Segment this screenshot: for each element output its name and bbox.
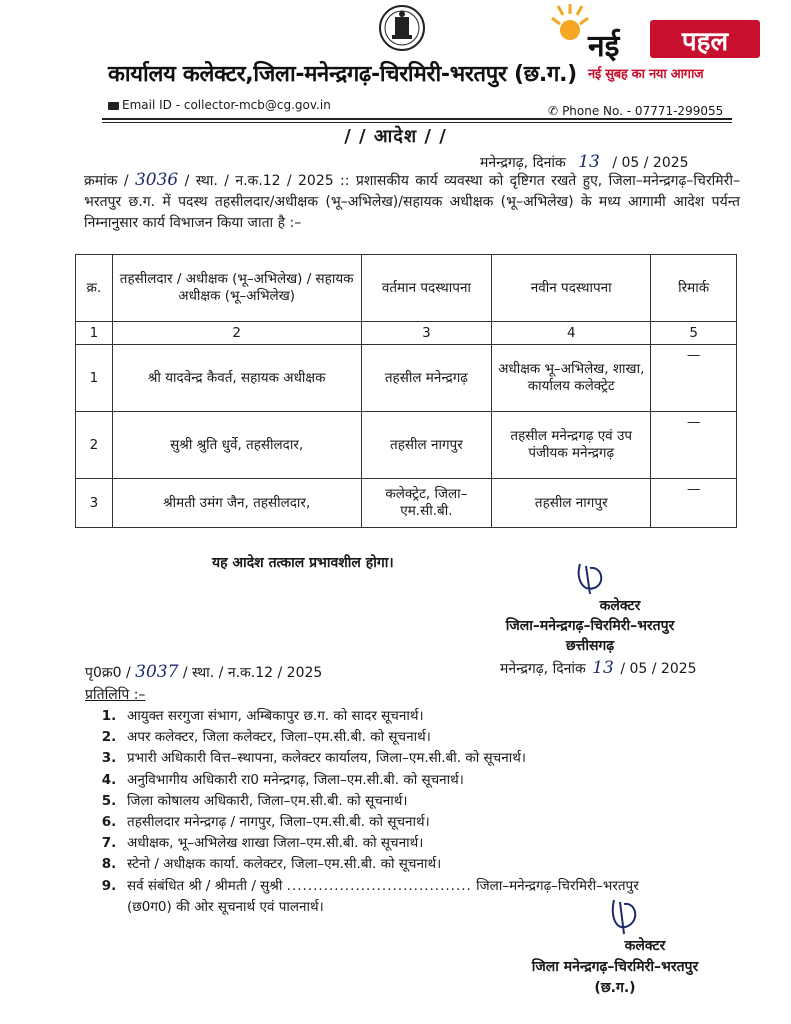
list-item: 7. अधीक्षक, भू–अभिलेख शाखा जिला–एम.सी.बी. को सूचनार्थ। bbox=[121, 833, 761, 854]
order-date-day: 13 bbox=[578, 152, 600, 172]
phone-icon: ✆ bbox=[548, 104, 559, 118]
table-row bbox=[76, 412, 737, 479]
signature-mark-1 bbox=[572, 558, 612, 598]
table-cell: श्रीमती उमंग जैन, तहसीलदार, bbox=[112, 479, 361, 528]
mail-icon bbox=[108, 102, 119, 110]
header-rule-thin bbox=[102, 122, 732, 123]
phone-line bbox=[548, 104, 723, 118]
order-title: / / आदेश / / bbox=[344, 126, 447, 147]
table-cell: सुश्री श्रुति धुर्वे, तहसीलदार, bbox=[112, 412, 361, 479]
order-body bbox=[84, 170, 740, 234]
state-emblem-icon bbox=[378, 4, 426, 52]
list-item: 3. प्रभारी अधिकारी वित्त–स्थापना, कलेक्टर कार्यालय, जिला–एम.सी.बी. को सूचनार्थ। bbox=[121, 748, 761, 769]
signature-mark-2 bbox=[606, 894, 646, 938]
table-cell: 1 bbox=[76, 345, 113, 412]
copy-item9-suffix: (छ0ग0) की ओर सूचनार्थ एवं पालनार्थ। bbox=[127, 898, 324, 915]
list-item: 4. अनुविभागीय अधिकारी रा0 मनेन्द्रगढ़, जिला–एम.सी.बी. को सूचनार्थ। bbox=[121, 770, 761, 791]
table-cell: श्री यादवेन्द्र कैवर्त, सहायक अधीक्षक bbox=[112, 345, 361, 412]
table-header-cell: क्र. bbox=[76, 255, 113, 322]
brand-tagline: नई सुबह का नया आगाज bbox=[588, 67, 704, 82]
table-cell: 2 bbox=[112, 322, 361, 345]
endorsement-number bbox=[85, 662, 322, 682]
table-cell: 4 bbox=[492, 322, 651, 345]
table-cell: 1 bbox=[76, 322, 113, 345]
table-cell: — bbox=[651, 345, 737, 412]
posting-table bbox=[75, 254, 737, 528]
endorsement-no: 3037 bbox=[135, 662, 179, 682]
endorsement-date-day: 13 bbox=[592, 658, 614, 678]
endorsement-date bbox=[500, 658, 697, 678]
email-text: Email ID - collector-mcb@cg.gov.in bbox=[122, 98, 331, 112]
signature-state: छत्तीसगढ़ bbox=[565, 638, 615, 654]
table-cell: — bbox=[651, 412, 737, 479]
order-date bbox=[480, 152, 689, 172]
order-number-prefix: क्रमांक / bbox=[84, 173, 129, 189]
table-column-number-row bbox=[76, 322, 737, 345]
table-cell: 3 bbox=[76, 479, 113, 528]
table-cell: 5 bbox=[651, 322, 737, 345]
copy-item9-district: जिला–मनेन्द्रगढ़–चिरमिरी–भरतपुर bbox=[476, 877, 639, 894]
list-item: 8. स्टेनो / अधीक्षक कार्या. कलेक्टर, जिला–एम.सी.बी. को सूचनार्थ। bbox=[121, 854, 761, 875]
list-item: 5. जिला कोषालय अधिकारी, जिला–एम.सी.बी. को सूचनार्थ। bbox=[121, 791, 761, 812]
table-cell: — bbox=[651, 479, 737, 528]
table-header-cell: रिमार्क bbox=[651, 255, 737, 322]
order-number: 3036 bbox=[134, 170, 179, 190]
order-place-label: मनेन्द्रगढ़, दिनांक bbox=[480, 155, 566, 171]
list-item bbox=[121, 876, 761, 918]
copy-item9-prefix: सर्व संबंधित श्री / श्रीमती / सुश्री bbox=[127, 877, 283, 894]
endorsement-place-label: मनेन्द्रगढ़, दिनांक bbox=[500, 661, 586, 677]
table-cell: अधीक्षक भू–अभिलेख, शाखा, कार्यालय कलेक्ट्रेट bbox=[492, 345, 651, 412]
signature-title: कलेक्टर bbox=[599, 598, 641, 614]
signature-district: जिला मनेन्द्रगढ़–चिरमिरी–भरतपुर bbox=[531, 959, 699, 975]
list-item: 6. तहसीलदार मनेन्द्रगढ़ / नागपुर, जिला–एम.सी.बी. को सूचनार्थ। bbox=[121, 812, 761, 833]
table-cell: 3 bbox=[361, 322, 492, 345]
endorsement-suffix: / स्था. / न.क.12 / 2025 bbox=[182, 665, 323, 681]
brand-word-2: पहल bbox=[681, 27, 729, 57]
endorsement-date-rest: / 05 / 2025 bbox=[620, 661, 697, 677]
list-item: 2. अपर कलेक्टर, जिला कलेक्टर, जिला–एम.सी.बी. को सूचनार्थ। bbox=[121, 727, 761, 748]
table-cell: कलेक्ट्रेट, जिला–एम.सी.बी. bbox=[361, 479, 492, 528]
signature-district: जिला–मनेन्द्रगढ़–चिरमिरी–भरतपुर bbox=[505, 618, 675, 634]
header-rule bbox=[102, 118, 732, 120]
order-number-suffix: / स्था. / न.क.12 / 2025 :: bbox=[184, 173, 350, 189]
endorsement-prefix: पृ0क्र0 / bbox=[85, 665, 131, 681]
table-cell: तहसील मनेन्द्रगढ़ एवं उप पंजीयक मनेन्द्रगढ़ bbox=[492, 412, 651, 479]
table-row bbox=[76, 479, 737, 528]
copy-list bbox=[85, 706, 761, 918]
email-line bbox=[108, 98, 331, 112]
signature-state: (छ.ग.) bbox=[594, 980, 636, 996]
office-title: कार्यालय कलेक्टर,जिला-मनेन्द्रगढ़-चिरमिरी-भरतपुर (छ.ग.) bbox=[108, 62, 577, 87]
table-header-cell: वर्तमान पदस्थापना bbox=[361, 255, 492, 322]
brand-logo bbox=[548, 0, 791, 92]
table-cell: तहसील मनेन्द्रगढ़ bbox=[361, 345, 492, 412]
table-cell: तहसील नागपुर bbox=[361, 412, 492, 479]
table-header-cell: तहसीलदार / अधीक्षक (भू–अभिलेख) / सहायक अधीक्षक (भू–अभिलेख) bbox=[112, 255, 361, 322]
list-item: 1. आयुक्त सरगुजा संभाग, अम्बिकापुर छ.ग. को सादर सूचनार्थ। bbox=[121, 706, 761, 727]
signature-block-2 bbox=[490, 936, 740, 999]
phone-text: Phone No. - 07771-299055 bbox=[562, 104, 724, 118]
copy-label: प्रतिलिपि :– bbox=[85, 687, 146, 703]
table-header-row bbox=[76, 255, 737, 322]
signature-title: कलेक्टर bbox=[624, 938, 666, 954]
table-cell: तहसील नागपुर bbox=[492, 479, 651, 528]
brand-badge bbox=[650, 20, 760, 58]
effect-line: यह आदेश तत्काल प्रभावशील होगा। bbox=[212, 555, 394, 571]
table-cell: 2 bbox=[76, 412, 113, 479]
table-header-cell: नवीन पदस्थापना bbox=[492, 255, 651, 322]
order-date-rest: / 05 / 2025 bbox=[612, 155, 689, 171]
order-body-text: प्रशासकीय कार्य व्यवस्था को दृष्टिगत रखते हुए, जिला–मनेन्द्रगढ़–चिरमिरी–भरतपुर छ.ग. में पदस्थ तहसीलदार/अधीक्षक (भू–अभिलेख)/सहायक अधीक्षक (भू–अभिलेख) के मध्य आगामी आदेश पर्यन्त निम्नानुसार कार्य विभाजन किया जाता है :– bbox=[84, 173, 741, 231]
signature-block-1 bbox=[460, 596, 720, 656]
copy-item9-dots: ................................... bbox=[286, 877, 472, 894]
brand-word-1: नई bbox=[588, 29, 620, 64]
table-row bbox=[76, 345, 737, 412]
